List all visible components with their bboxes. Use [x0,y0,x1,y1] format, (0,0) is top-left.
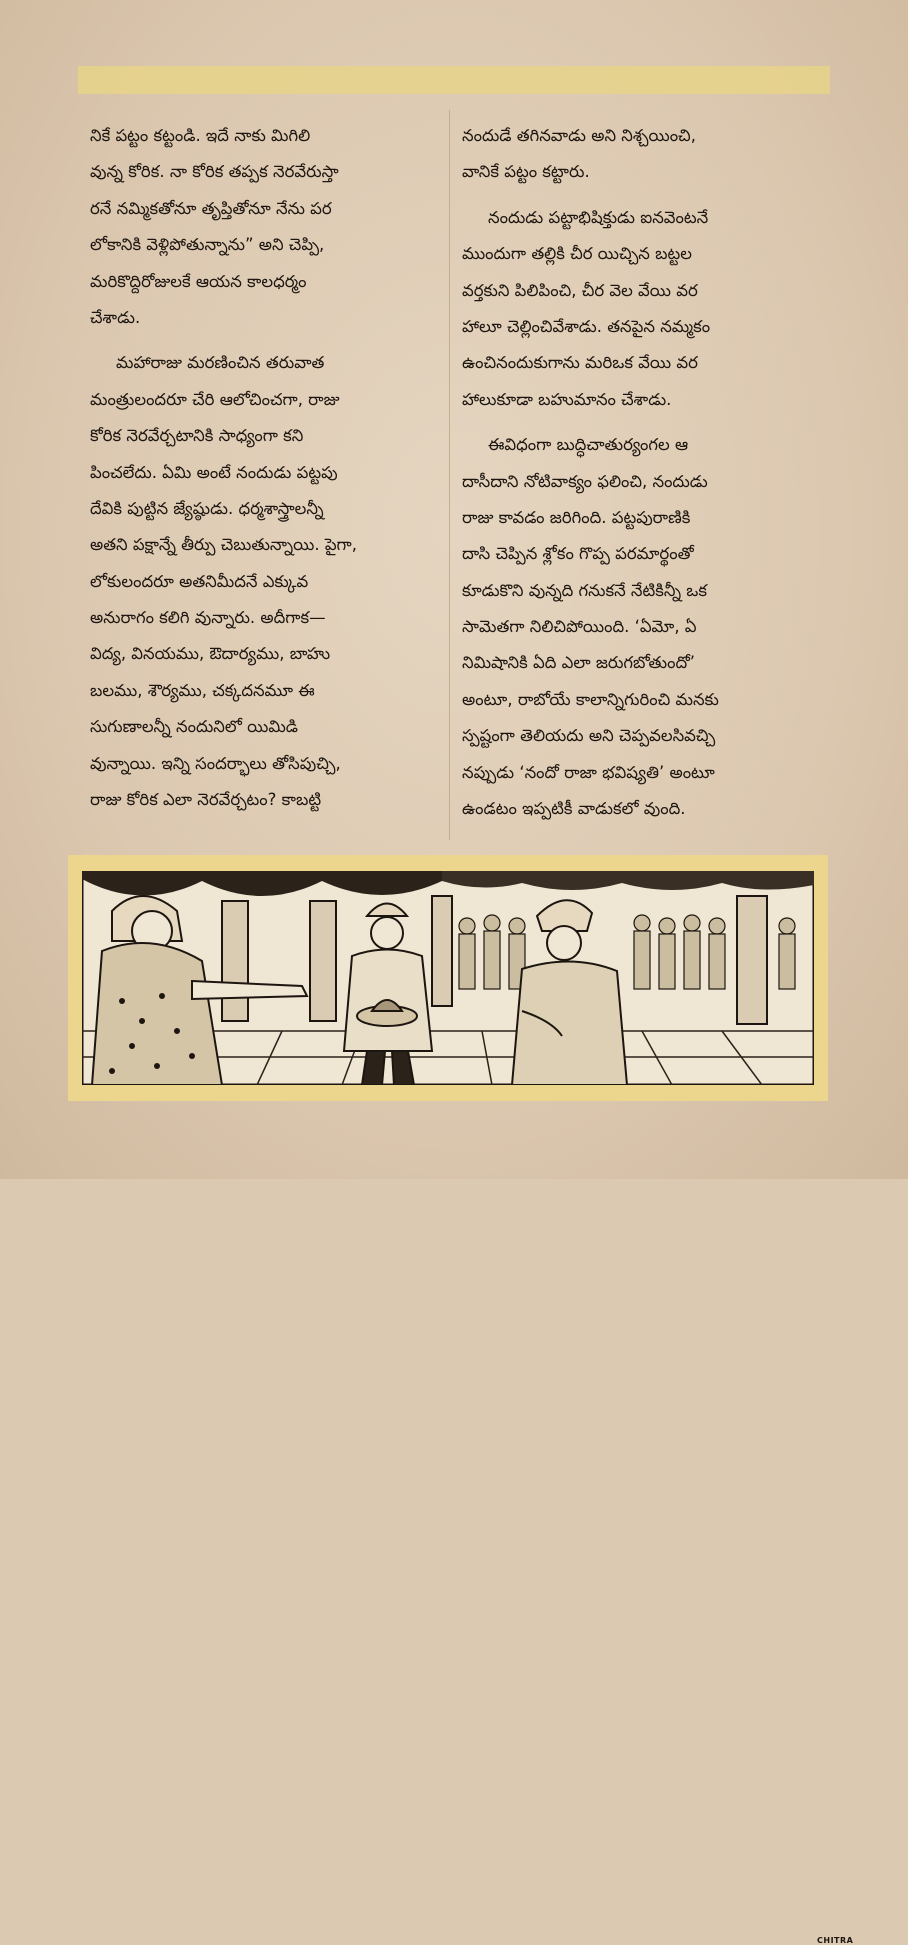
text-line: ఉండటం ఇప్పటికీ వాడుకలో వుంది. [462,799,686,819]
right-text-column [462,118,832,827]
column-divider [449,110,450,840]
text-line: హాలూ చెల్లించివేశాడు. తనపైన నమ్మకం [462,316,711,336]
text-line: నప్పుడు ‘నందో రాజా భవిష్యతి’ అంటూ [462,762,715,782]
text-line: మరికొద్దిరోజులకే ఆయన కాలధర్మం [90,271,307,291]
text-line: వున్నాయి. ఇన్ని సందర్భాలు తోసిపుచ్చి, [90,753,341,773]
text-line: నందుడు పట్టాభిషిక్తుడు ఐనవెంటనే [488,207,709,227]
text-line: అతని పక్షాన్నే తీర్పు చెబుతున్నాయి. పైగా, [90,535,357,555]
text-line: చేశాడు. [90,307,141,327]
text-line: ముందుగా తల్లికి చీర యిచ్చిన బట్టల [462,244,692,264]
illustration-drawing [82,871,814,1085]
text-line: బలము, శౌర్యము, చక్కదనమూ ఈ [90,680,315,700]
text-line: రాజు కావడం జరిగింది. పట్టపురాణికి [462,507,691,527]
text-line: అనురాగం కలిగి వున్నారు. అదీగాక— [90,608,326,628]
text-line: విద్య, వినయము, ఔదార్యము, బాహు [90,644,331,664]
court-scene-illustration [68,855,854,1945]
text-line: వున్న కోరిక. నా కోరిక తప్పక నెరవేరుస్తా [90,162,339,182]
text-line: వర్తకుని పిలిపించి, చీర వెల వేయి వర [462,280,698,300]
text-line: లోకానికి వెళ్లిపోతున్నాను” అని చెప్పి, [90,235,325,255]
text-line: మహారాజు మరణించిన తరువాత [116,353,325,373]
text-line: రాజు కోరిక ఎలా నెరవేర్చటం? కాబట్టి [90,790,322,810]
text-line: దాసి చెప్పిన శ్లోకం గొప్ప పరమార్థంతో [462,544,694,564]
text-line: నికే పట్టం కట్టండి. ఇదే నాకు మిగిలి [90,126,311,145]
text-line: కోరిక నెరవేర్చటానికి సాధ్యంగా కని [90,426,304,446]
text-line: మంత్రులందరూ చేరి ఆలోచించగా, రాజు [90,389,340,409]
text-line: సామెతగా నిలిచిపోయింది. ‘ఏమో, ఏ [462,617,697,637]
text-line: లోకులందరూ అతనిమీదనే ఎక్కువ [90,571,309,591]
text-line: కూడుకొని వున్నది గనుకనే నేటికిన్నీ ఒక [462,580,707,600]
artist-signature: CHITRA [817,1936,854,1945]
text-line: ఈవిధంగా బుద్ధిచాతుర్యంగల ఆ [488,435,689,455]
text-line: రనే నమ్మికతోనూ తృప్తితోనూ నేను పర [90,198,332,218]
text-line: నిమిషానికి ఏది ఎలా జరుగబోతుందో’ [462,653,696,673]
text-line: నందుడే తగినవాడు అని నిశ్చయించి, [462,126,696,145]
top-color-band [78,66,830,94]
text-line: ఉంచినందుకుగాను మరిఒక వేయి వర [462,353,698,373]
text-line: దాసీదాని నోటివాక్యం ఫలించి, నందుడు [462,471,708,491]
text-line: హాలుకూడా బహుమానం చేశాడు. [462,389,672,409]
left-text-column [90,118,446,818]
text-line: వానికే పట్టం కట్టారు. [462,162,590,182]
text-line: అంటూ, రాబోయే కాలాన్నిగురించి మనకు [462,689,719,709]
text-line: దేవికి పుట్టిన జ్యేష్ఠుడు. ధర్మశాస్త్రాలన్నీ [90,498,324,518]
text-line: పించలేదు. ఏమి అంటే నందుడు పట్టపు [90,462,338,482]
text-line: స్పష్టంగా తెలియదు అని చెప్పవలసివచ్చి [462,726,716,746]
text-line: సుగుణాలన్నీ నందునిలో యిమిడి [90,717,298,737]
